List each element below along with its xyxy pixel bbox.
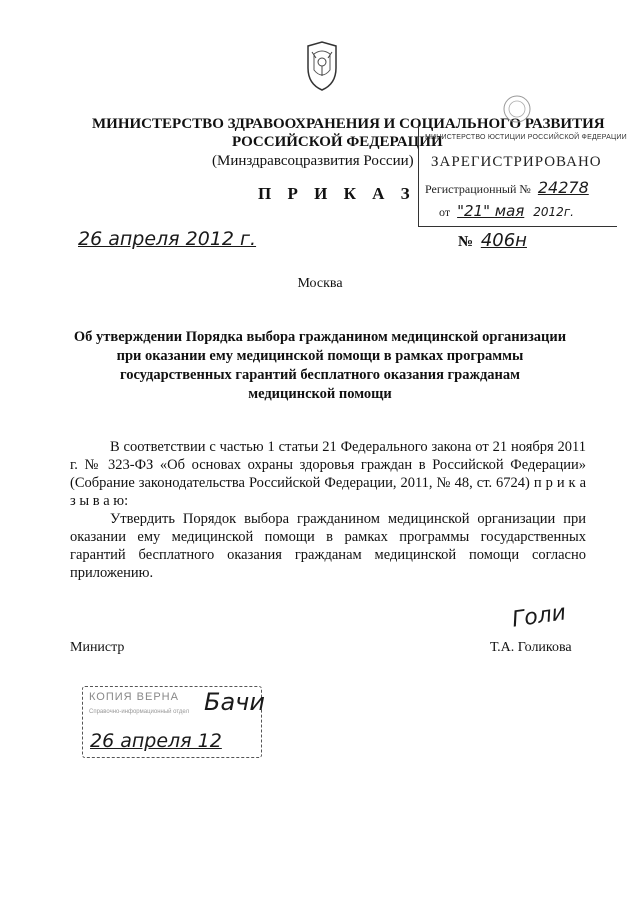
body-paragraph-2: Утвердить Порядок выбора гражданином медицинской организации при оказании ему медицинской помощи в рамках программы государственных гарантий бесплатного оказания гражданам медицинской помощи согласно приложению. <box>70 511 586 581</box>
stamp-reg-number: 24278 <box>537 178 589 197</box>
registration-stamp <box>418 126 627 227</box>
stamp-date-value: "21" мая <box>457 202 525 220</box>
signatory-position: Министр <box>70 640 125 655</box>
topic-line: медицинской помощи <box>248 386 392 402</box>
order-number-label: № <box>458 234 474 250</box>
topic-line: государственных гарантий бесплатного оказания гражданам <box>119 367 521 383</box>
stamp-date-prefix: от <box>439 205 451 219</box>
minister-signature: Голи <box>510 600 568 633</box>
registration-seal-icon <box>499 94 535 124</box>
copy-stamp-handwritten-date: 26 апреля 12 <box>90 730 222 752</box>
stamp-year-value: 2012г. <box>533 205 574 219</box>
coat-of-arms-emblem <box>300 40 344 92</box>
order-number: 406н <box>480 230 527 251</box>
topic-line: при оказании ему медицинской помощи в рамках программы <box>116 348 524 364</box>
signatory-name: Т.А. Голикова <box>490 640 572 655</box>
stamp-ministry-name: МИНИСТЕРСТВО ЮСТИЦИИ РОССИЙСКОЙ ФЕДЕРАЦИИ <box>425 134 627 141</box>
stamp-title: ЗАРЕГИСТРИРОВАНО <box>431 154 602 170</box>
topic-line: Об утверждении Порядка выбора гражданином медицинской организации <box>73 329 567 345</box>
ministry-name-line2: РОССИЙСКОЙ ФЕДЕРАЦИИ <box>232 134 443 150</box>
order-type-title: П Р И К А З <box>258 184 416 203</box>
order-date: 26 апреля 2012 г. <box>78 228 257 250</box>
body-paragraph-1: В соответствии с частью 1 статьи 21 Федерального закона от 21 ноября 2011 г. № 323-ФЗ «Об основах охраны здоровья граждан в Российской Федерации» (Собрание законодательства Российской Федерации, 2011, № 48, ст. 6724) п р и к а з ы в а ю: <box>70 439 586 509</box>
order-topic <box>0 328 640 404</box>
stamp-reg-label: Регистрационный № <box>425 182 531 196</box>
copy-stamp-label: КОПИЯ ВЕРНА <box>89 691 179 703</box>
order-city: Москва <box>297 276 343 291</box>
ministry-name-line1: МИНИСТЕРСТВО ЗДРАВООХРАНЕНИЯ И СОЦИАЛЬНОГО РАЗВИТИЯ <box>92 116 605 132</box>
copy-stamp-handwritten-name: Бачи <box>204 688 265 716</box>
ministry-short-name: (Минздравсоцразвития России) <box>212 153 414 169</box>
copy-stamp-small-text: Справочно-информационный отдел <box>89 709 190 715</box>
